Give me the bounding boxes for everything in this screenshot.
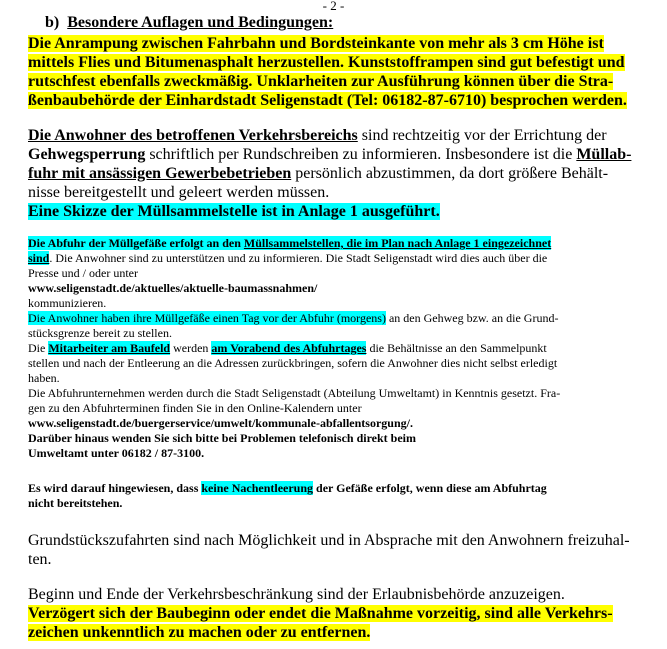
driveways-line-1: Grundstückszufahrten sind nach Möglichkeit und in Absprache mit den Anwohnern freizuhal- — [28, 532, 630, 549]
collection-line-5: kommunizieren. — [28, 296, 107, 310]
section-title: Besondere Auflagen und Bedingungen: — [67, 14, 334, 31]
collection-line-2a: sind — [28, 251, 50, 265]
ramp-line-1: Die Anrampung zwischen Fahrbahn und Bordsteinkante von mehr als 3 cm Höhe ist — [28, 35, 604, 52]
no-recollection: keine Nachentleerung — [201, 481, 314, 495]
sketch-note: Eine Skizze der Müllsammelstelle ist in Anlage 1 ausgeführt. — [28, 203, 440, 220]
paragraph-ramp — [28, 34, 640, 110]
collection-line-12: gen zu den Abfuhrterminen finden Sie in den Online-Kalendern unter — [28, 401, 362, 415]
paragraph-residents — [28, 126, 640, 221]
residents-highlight: Die Anwohner — [28, 311, 99, 325]
collection-line-8a: Die — [28, 341, 49, 355]
paragraph-no-recollection — [28, 481, 640, 511]
construction-url: www.seligenstadt.de/aktuelles/aktuelle-baumassnahmen/ — [28, 281, 318, 295]
collection-line-10: haben. — [28, 371, 60, 385]
notice-line-1c: der Gefäße erfolgt, wenn diese am Abfuhrtag — [313, 481, 547, 495]
paragraph-driveways — [28, 531, 640, 569]
environment-office-phone: Umweltamt unter 06182 / 87-3100. — [28, 446, 205, 460]
waste-collection-2: fuhr mit ansässigen Gewerbebetrieben — [28, 165, 292, 182]
sidewalk-closure: Gehwegsperrung — [28, 146, 146, 163]
residents-line-3: persönlich abzustimmen, da dort größere Behält- — [291, 165, 609, 182]
collection-line-11: Die Abfuhrunternehmen werden durch die Stadt Seligenstadt (Abteilung Umweltamt) in Kenntnis gesetzt. Fra- — [28, 386, 561, 400]
notification-line-1: Beginn und Ende der Verkehrsbeschränkung sind der Erlaubnisbehörde anzuzeigen. — [28, 586, 565, 603]
collection-line-6b: haben ihre Müllgefäße einen Tag vor der Abfuhr (morgens) — [98, 311, 386, 325]
collection-line-14: Darüber hinaus wenden Sie sich bitte bei Problemen telefonisch direkt beim — [28, 431, 417, 445]
ramp-line-3: rutschfest ebenfalls zweckmäßig. Unklarheiten zur Ausführung können über die Stra- — [28, 73, 614, 90]
residents-subject: Die Anwohner des betroffenen Verkehrsbereichs — [28, 127, 358, 144]
section-label: b) — [45, 14, 60, 31]
waste-collection-1: Müllab- — [576, 146, 632, 163]
notification-line-3: zeichen unkenntlich zu machen oder zu entfernen. — [28, 624, 371, 641]
residents-line-2: schriftlich per Rundschreiben zu informieren. Insbesondere ist die — [145, 146, 577, 163]
page-number: - 2 - — [322, 0, 345, 13]
collection-line-1b: Müllsammelstellen, die im Plan nach Anlage 1 eingezeichnet — [243, 236, 552, 250]
collection-line-7: stücksgrenze bereit zu stellen. — [28, 326, 172, 340]
collection-line-8c: werden — [170, 341, 212, 355]
collection-line-9: stellen und nach der Entleerung an die Adressen zurückbringen, sofern die Anwohner dies nicht selbst erledigt — [28, 356, 558, 370]
collection-line-1a: Die Abfuhr der Müllgefäße erfolgt an den — [28, 236, 244, 250]
ramp-line-4: ßenbaubehörde der Einhardstadt Seligenstadt (Tel: 06182-87-6710) besprochen werden. — [28, 92, 627, 109]
residents-line-1: sind rechtzeitig vor der Errichtung der — [357, 127, 607, 144]
residents-line-4: nisse bereitgestellt und geleert werden müssen. — [28, 184, 330, 201]
site-workers: Mitarbeiter am Baufeld — [48, 341, 171, 355]
evening-before: am Vorabend des Abfuhrtages — [211, 341, 367, 355]
notice-line-1a: Es wird darauf hingewiesen, dass — [28, 481, 202, 495]
collection-line-3: Presse und / oder unter — [28, 266, 138, 280]
section-heading — [45, 14, 657, 32]
ramp-line-2: mittels Flies und Bitumenasphalt herzustellen. Kunststofframpen sind gut befestigt und — [28, 54, 625, 71]
driveways-line-2: ten. — [28, 551, 52, 568]
waste-disposal-url: www.seligenstadt.de/buergerservice/umwelt/kommunale-abfallentsorgung/. — [28, 416, 413, 430]
collection-line-6c: an den Gehweg bzw. an die Grund- — [385, 311, 559, 325]
notification-line-2: Verzögert sich der Baubeginn oder endet die Maßnahme vorzeitig, sind alle Verkehrs- — [28, 605, 613, 622]
notice-line-2: nicht bereitstehen. — [28, 496, 123, 510]
collection-line-8e: die Behältnisse an den Sammelpunkt — [366, 341, 547, 355]
paragraph-collection — [28, 236, 640, 461]
collection-line-2b: . Die Anwohner sind zu unterstützen und zu informieren. Die Stadt Seligenstadt wird dies auch über die — [49, 251, 548, 265]
paragraph-notification — [28, 585, 640, 642]
